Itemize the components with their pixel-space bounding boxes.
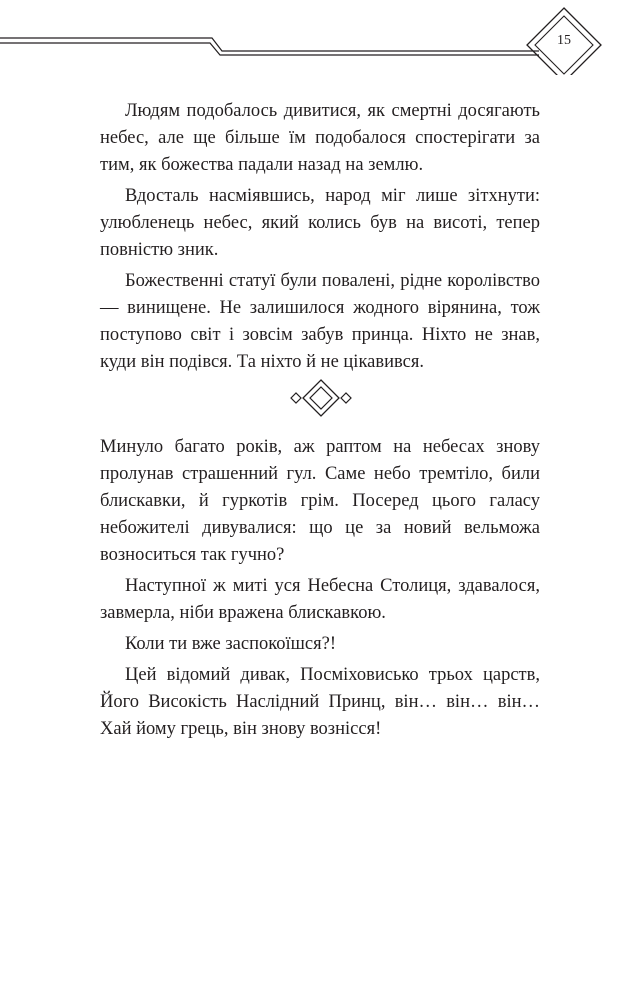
paragraph: Вдосталь насміявшись, народ міг лише зітхнути: улюбленець небес, який колись був на висоті, тепер повністю зник. <box>100 186 540 260</box>
paragraph: Цей відомий дивак, Посміховисько трьох царств, Його Високість Наслідний Принц, він… він… він… Хай йому грець, він знову вознісся! <box>100 665 540 739</box>
paragraph: Божественні статуї були повалені, рідне королівство — винищене. Не залишилося жодного вірянина, тож поступово світ і зовсім забув принца. Ніхто не знав, куди він подівся. Та ніхто й не цікавився. <box>100 271 540 372</box>
page-header <box>0 0 629 75</box>
section-divider-ornament <box>285 378 357 418</box>
page-number: 15 <box>557 33 571 48</box>
paragraph: Наступної ж миті уся Небесна Столиця, здавалося, завмерла, ніби вражена блискавкою. <box>100 576 540 623</box>
header-ornament <box>0 0 629 75</box>
paragraph: Людям подобалось дивитися, як смертні досягають небес, але ще більше їм подобалося спостерігати за тим, як божества падали назад на землю. <box>100 101 540 175</box>
text-section-2 <box>100 434 540 747</box>
text-section-1 <box>100 98 540 380</box>
paragraph: Коли ти вже заспокоїшся?! <box>125 634 337 654</box>
paragraph: Минуло багато років, аж раптом на небесах знову пролунав страшенний гул. Саме небо тремтіло, били блискавки, й гуркотів грім. Посеред цього галасу небожителі дивувалися: що це за новий вельможа возноситься так гучно? <box>100 437 540 565</box>
